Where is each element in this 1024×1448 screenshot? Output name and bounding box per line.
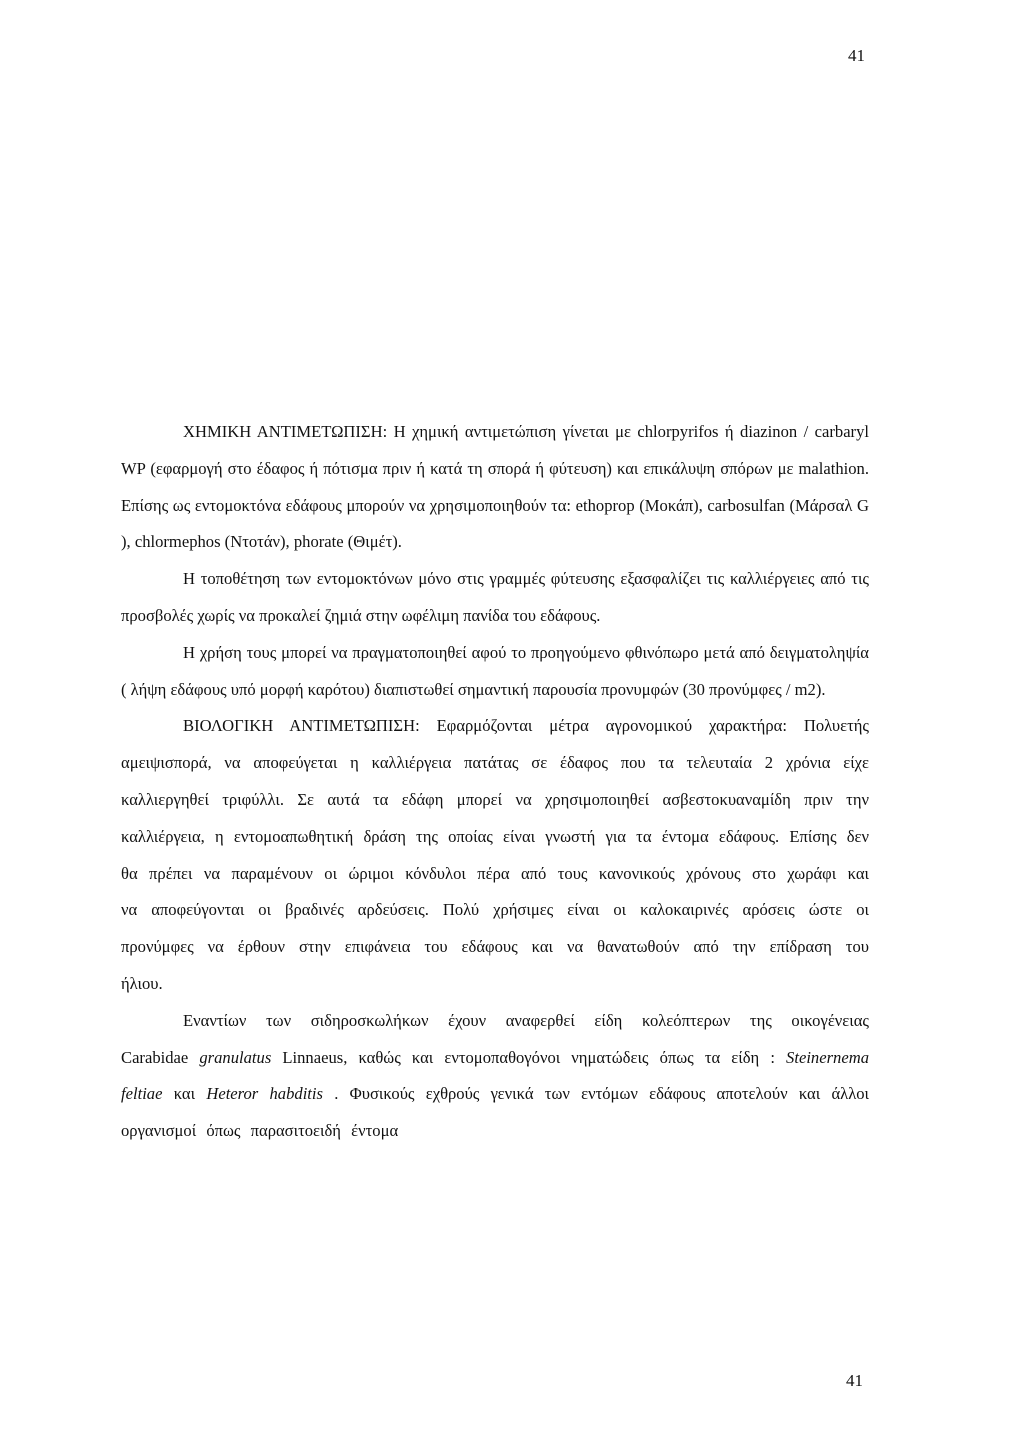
page-number-top: 41 <box>848 46 865 65</box>
enemies-text-part-3: και <box>162 1084 207 1104</box>
document-body <box>121 414 869 1150</box>
species-name-heterorhabditis: Heteror habditis <box>206 1084 323 1104</box>
paragraph-natural-enemies <box>121 1003 869 1150</box>
paragraph-insecticide-usage: Η χρήση τους μπορεί να πραγματοποιηθεί αφού το προηγούμενο φθινόπωρο μετά από δειγματοληψία ( λήψη εδάφους υπό μορφή καρότου) διαπιστωθεί σημαντική παρουσία προνυμφών (30 προνύμφες / m2). <box>121 642 869 699</box>
paragraph-chemical-treatment: ΧΗΜΙΚΗ ΑΝΤΙΜΕΤΩΠΙΣΗ: Η χημική αντιμετώπιση γίνεται με chlorpyrifos ή diazinon / carbaryl WP (εφαρμογή στο έδαφος ή πότισμα πριν ή κατά τη σπορά ή φύτευση) και επικάλυψη σπόρων με malathion. Επίσης ως εντομοκτόνα εδάφους μπορούν να χρησιμοποιηθούν τα: ethoprop (Μοκάπ), carbosulfan (Μάρσαλ G ), chlormephos (Ντοτάν), phorate (Θιμέτ). <box>121 422 869 552</box>
page-number-bottom: 41 <box>846 1371 863 1390</box>
paragraph-biological-treatment: ΒΙΟΛΟΓΙΚΗ ΑΝΤΙΜΕΤΩΠΙΣΗ: Εφαρμόζονται μέτρα αγρονομικού χαρακτήρα: Πολυετής αμειψισπορά, να αποφεύγεται η καλλιέργεια πατάτας σε έδαφος που τα τελευταία 2 χρόνια είχε καλλιεργηθεί τριφύλλι. Σε αυτά τα εδάφη μπορεί να χρησιμοποιηθεί ασβεστοκυαναμίδη πριν την καλλιέργεια, η εντομοαπωθητική δράση της οποίας είναι γνωστή για τα έντομα εδάφους. Επίσης δεν θα πρέπει να παραμένουν οι ώριμοι κόνδυλοι πέρα από τους κανονικούς χρόνους στο χωράφι και να αποφεύγονται οι βραδινές αρδεύσεις. Πολύ χρήσιμες είναι οι καλοκαιρινές αρόσεις ώστε οι προνύμφες να έρθουν στην επιφάνεια του εδάφους και να θανατωθούν από την επίδραση του ήλιου. <box>121 716 869 993</box>
enemies-text-part-1: Εναντίων των σιδηροσκωλήκων έχουν αναφερθεί είδη κολεόπτερων της οικογένειας Carabidae <box>121 1010 869 1067</box>
paragraph-insecticide-placement: Η τοποθέτηση των εντομοκτόνων μόνο στις γραμμές φύτευσης εξασφαλίζει τις καλλιέργειες από τις προσβολές χωρίς να προκαλεί ζημιά στην ωφέλιμη πανίδα του εδάφους. <box>121 569 869 625</box>
enemies-text-part-4: . Φυσικούς εχθρούς γενικά των εντόμων εδάφους αποτελούν και άλλοι οργανισμοί όπως παρασιτοειδή έντομα <box>121 1084 869 1141</box>
species-name-steinernema: Steinernema feltiae <box>121 1047 869 1104</box>
species-name-granulatus: granulatus <box>199 1047 272 1067</box>
enemies-text-part-2: Linnaeus, καθώς και εντομοπαθογόνοι νηματώδεις όπως τα είδη : <box>271 1047 787 1067</box>
